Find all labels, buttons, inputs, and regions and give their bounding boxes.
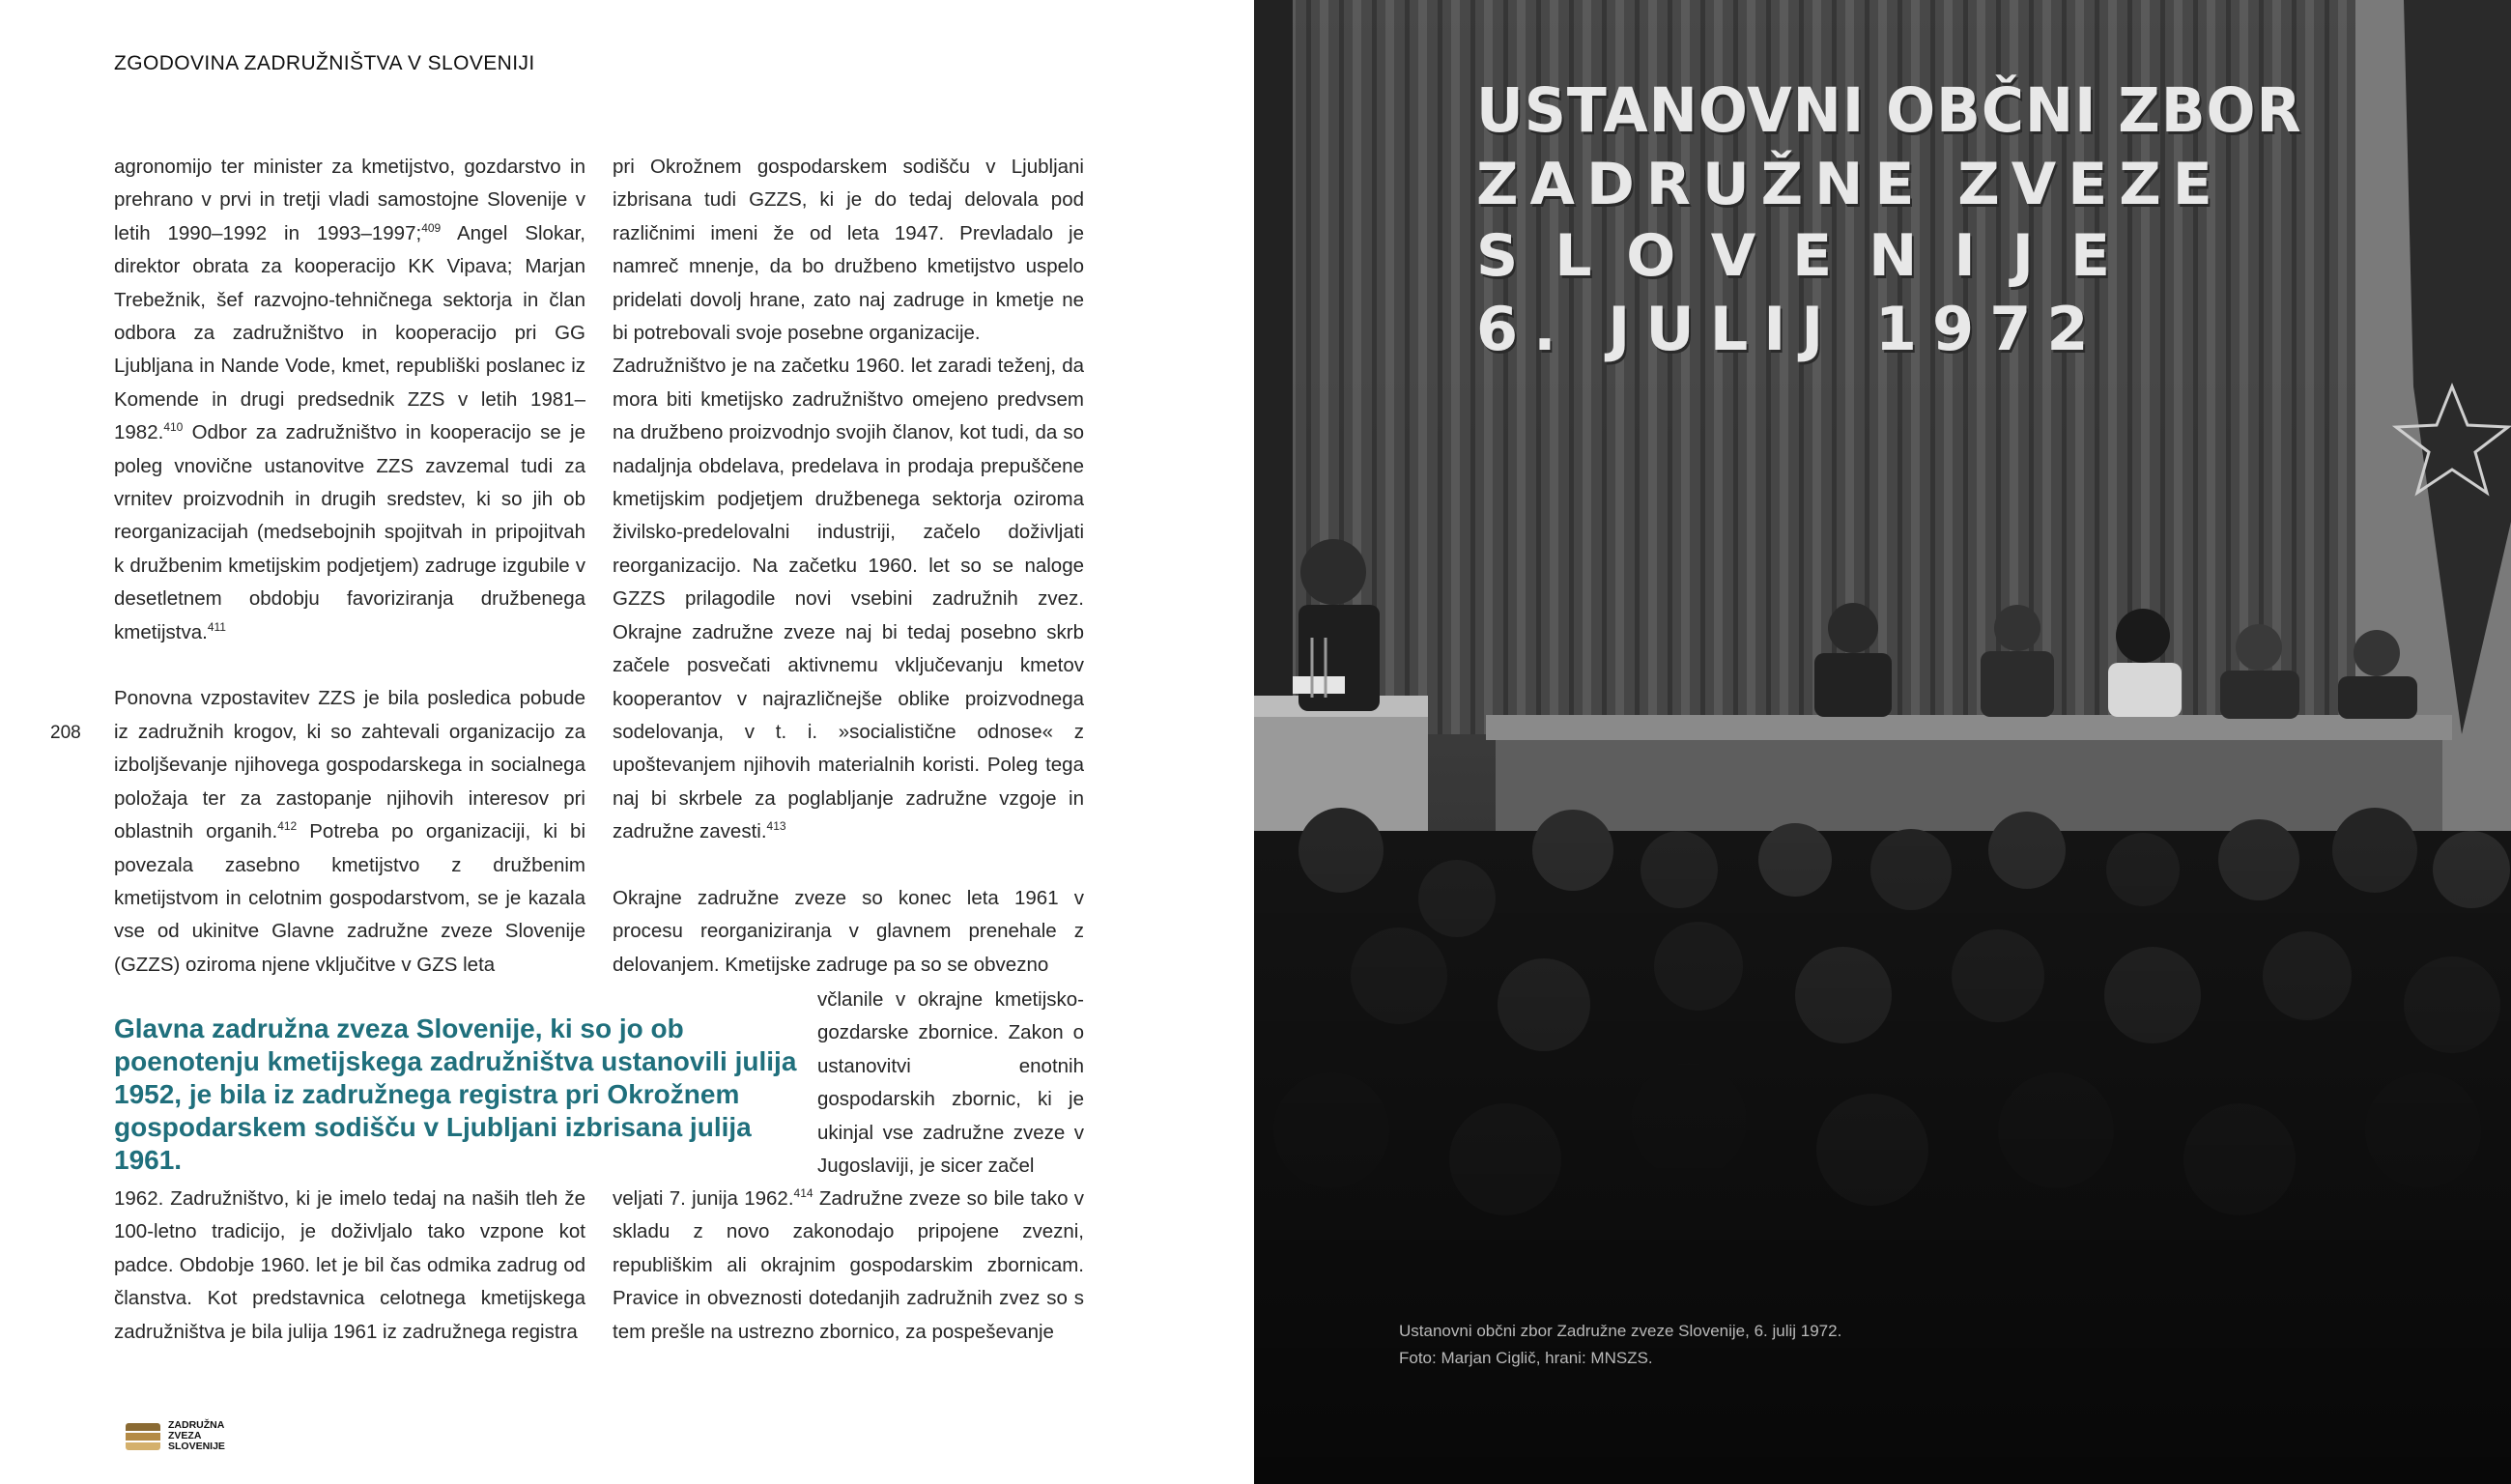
presidium-table <box>1486 715 2452 740</box>
paragraph: včlanile v okrajne kmetijsko-gozdarske zbornice. Zakon o ustanovitvi enotnih gospodarskih zbornic, ki je ukinjal vse zadružne zveze v Jugoslaviji, je sicer začel <box>817 988 1084 1178</box>
text-column-left-top <box>114 151 585 982</box>
page-number: 208 <box>50 723 81 743</box>
footnote-ref[interactable]: 409 <box>421 220 442 235</box>
pull-quote: Glavna zadružna zveza Slovenije, ki so jo ob poenotenju kmetijskega zadružništva ustanovili julija 1952, je bila iz zadružnega registra pri Okrožnem gospodarskem sodišču v Ljubljani izbrisana julija 1961. <box>114 1013 797 1175</box>
paragraph: agronomijo ter minister za kmetijstvo, gozdarstvo in prehrano v prvi in tretji vladi samostojne Slovenije v letih 1990–1992 in 1993–1997;$^{409}$ Angel Slokar, direktor obrata za kooperacijo KK Vipava; Marjan Trebežnik, šef razvojno-tehničnega sektorja in član odbora za zadružništvo in kooperacijo pri GG Ljubljana in Nande Vode, kmet, republiški poslanec iz Komende in drugi predsednik ZZS v letih 1981–1982.$^{410}$ Odbor za zadružništvo in kooperacijo se je poleg vnovične ustanovitve ZZS zavzemal tudi za vrnitev proizvodnih in drugih sredstev, ki so jih ob reorganizacijah (medsebojnih spojitvah in pripojitvah k družbenim kmetijskim podjetjem) zadruge izgubile v desetletnem obdobju favoriziranja družbenega kmetijstva.$^{411}$ <box>114 156 585 643</box>
assembly-photo <box>1254 0 2511 1484</box>
photo-caption: Ustanovni občni zbor Zadružne zveze Slovenije, 6. julij 1972. Foto: Marjan Ciglič, hrani: MNSZS. <box>1399 1322 1842 1367</box>
footnote-ref[interactable]: 410 <box>163 420 184 435</box>
logo-mark-icon <box>126 1421 160 1452</box>
paragraph: pri Okrožnem gospodarskem sodišču v Ljubljani izbrisana tudi GZZS, ki je do tedaj delovala pod različnimi imeni že od leta 1947. Prevladalo je namreč mnenje, da bo družbeno kmetijstvo uspelo pridelati dovolj hrane, zato naj zadruge in kmetje ne bi potrebovali svoje posebne organizacije. <box>613 156 1084 345</box>
paragraph: Ponovna vzpostavitev ZZS je bila posledica pobude iz zadružnih krogov, ki so zahtevali organizacijo za izboljševanje njihovega gospodarskega in socialnega položaja ter za zastopanje njihovih interesov pri oblastnih organih.$^{412}$ Potreba po organizaciji, ki bi povezala zasebno kmetijstvo z družbenim kmetijstvom in celotnim gospodarstvom, se je kazala vse od ukinitve Glavne zadružne zveze Slovenije (GZZS) oziroma njene vključitve v GZS leta <box>114 687 585 976</box>
left-page <box>0 0 1254 1484</box>
text-column-right-top <box>613 151 1084 982</box>
text-column-right-mid <box>817 984 1084 1183</box>
footnote-ref[interactable]: 412 <box>277 819 298 834</box>
paragraph: 1962. Zadružništvo, ki je imelo tedaj na naših tleh že 100-letno tradicijo, je doživljalo tako vzpone kot padce. Obdobje 1960. let je bil čas odmika zadrug od članstva. Kot predstavnica celotnega kmetijskega zadružništva je bila julija 1961 iz zadružnega registra <box>114 1187 585 1343</box>
footnote-ref[interactable]: 414 <box>793 1186 813 1200</box>
paragraph: veljati 7. junija 1962.$^{414}$ Zadružne zveze so bile tako v skladu z novo zakonodajo pripojene zvezni, republiškim ali okrajnim gospodarskim zbornicam. Pravice in obveznosti dotedanjih zadružnih zvez so s tem prešle na ustrezno zbornico, za pospeševanje <box>613 1186 1085 1343</box>
photo-banner: USTANOVNI OBČNI ZBOR ZADRUŽNE ZVEZE SLOVENIJE 6. JULIJ 1972 <box>1476 75 2302 364</box>
publisher-logo <box>126 1420 225 1452</box>
footnote-ref[interactable]: 413 <box>766 819 786 834</box>
paragraph: Okrajne zadružne zveze so konec leta 1961 v procesu reorganiziranja v glavnem prenehale z delovanjem. Kmetijske zadruge pa so se obvezno <box>613 886 1084 976</box>
text-column-left-bottom <box>114 1183 585 1349</box>
text-column-right-bottom <box>613 1183 1084 1349</box>
speaker <box>1300 539 1366 605</box>
running-head: ZGODOVINA ZADRUŽNIŠTVA V SLOVENIJI <box>114 52 535 74</box>
paragraph: Zadružništvo je na začetku 1960. let zaradi teženj, da mora biti kmetijsko zadružništvo omejeno predvsem na družbeno proizvodnjo svojih članov, kot tudi, da so nadaljnja obdelava, predelava in prodaja prepuščene kmetijskim podjetjem družbenega sektorja oziroma živilsko-predelovalni industriji, začelo doživljati reorganizacijo. Na začetku 1960. let so se naloge GZZS prilagodile novi vsebini zadružnih zvez. Okrajne zadružne zveze naj bi tedaj posebno skrb začele posvečati aktivnemu vključevanju kmetov kooperantov v najrazličnejše oblike proizvodnega sodelovanja, v t. i. »socialistične odnose« z upoštevanjem njihovih materialnih koristi. Poleg tega naj bi skrbele za poglabljanje zadružne vzgoje in zadružne zavesti.$^{413}$ <box>613 355 1084 843</box>
logo-text: ZADRUŽNA ZVEZA SLOVENIJE <box>168 1419 225 1452</box>
footnote-ref[interactable]: 411 <box>207 619 226 634</box>
audience <box>1254 808 2511 1484</box>
